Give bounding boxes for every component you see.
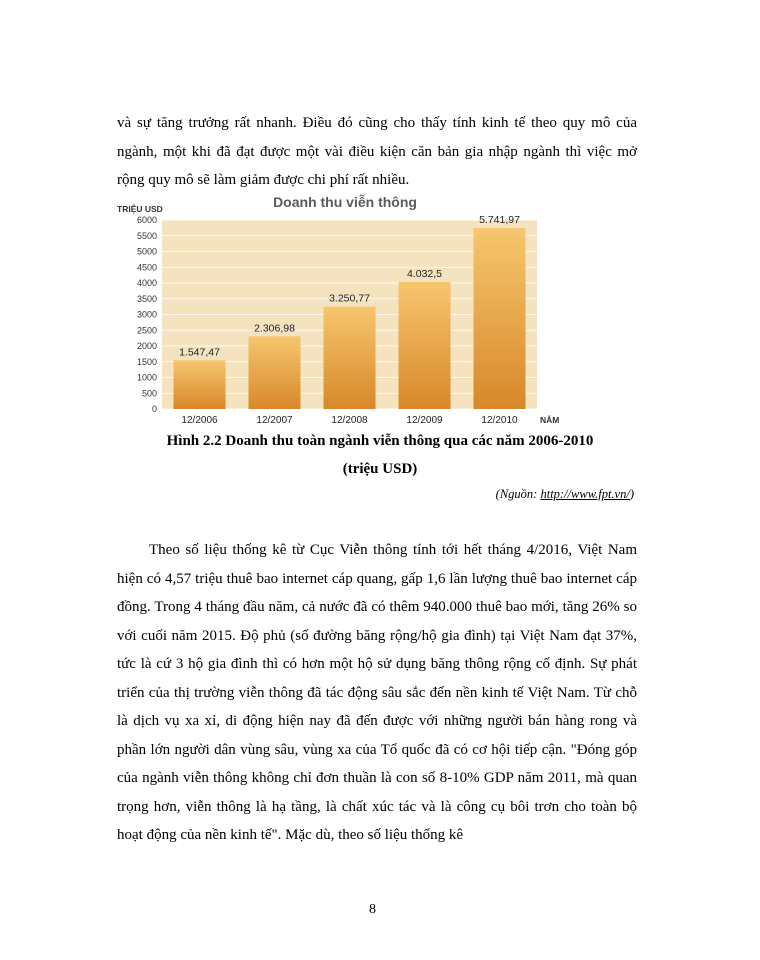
y-tick-label: 4500: [136, 262, 157, 273]
bar-12-2006: [174, 360, 226, 409]
bar-value-label: 4.032,5: [406, 267, 443, 280]
bar-12-2008: [324, 307, 376, 409]
y-tick-label: 3500: [136, 293, 157, 304]
x-axis-label: NĂM: [540, 415, 560, 425]
y-tick-label: 3000: [136, 309, 157, 320]
bar-value-label: 3.250,77: [329, 292, 370, 305]
y-tick-label: 0: [151, 404, 157, 414]
y-axis-label: TRIỆU USD: [117, 204, 163, 214]
intro-paragraph: và sự tăng trưởng rất nhanh. Điều đó cũng cho thấy tính kinh tế theo quy mô của ngành, một khi đã đạt được một vài điều kiện căn bản gia nhập ngành thì việc mở rộng quy mô sẽ làm giảm được chi phí rất nhiều.: [117, 115, 637, 188]
x-tick-label: 12/2010: [481, 415, 518, 426]
revenue-bar-chart: [117, 193, 560, 426]
y-tick-label: 1500: [136, 356, 157, 367]
y-tick-label: 4000: [136, 278, 157, 288]
bar-12-2007: [249, 336, 301, 409]
bar-12-2009: [399, 282, 451, 409]
body-paragraph: Theo số liệu thống kê từ Cục Viễn thông tính tới hết tháng 4/2016, Việt Nam hiện có 4,57 triệu thuê bao internet cáp quang, gấp 1,6 lần lượng thuê bao internet cáp đồng. Trong 4 tháng đầu năm, cả nước đã có thêm 940.000 thuê bao mới, tăng 26% so với cuối năm 2015. Độ phủ (số đường băng rộng/hộ gia đình) tại Việt Nam đạt 37%, tức là cứ 3 hộ gia đình thì có hơn một hộ sử dụng băng thông rộng cố định. Sự phát triển của thị trường viễn thông đã tác động sâu sắc đến nền kinh tế Việt Nam. Từ chỗ là dịch vụ xa xỉ, di động hiện nay đã đến được với những người bán hàng rong và phần lớn người dân vùng sâu, vùng xa của Tổ quốc đã có cơ hội tiếp cận. "Đóng góp của ngành viễn thông không chỉ đơn thuần là con số 8-10% GDP năm 2011, mà quan trọng hơn, viễn thông là hạ tầng, là chất xúc tác và là công cụ bôi trơn cho toàn bộ hoạt động của nền kinh tế". Mặc dù, theo số liệu thống kê: [117, 542, 637, 843]
y-tick-label: 2000: [136, 341, 157, 351]
source-link[interactable]: http://www.fpt.vn/: [540, 487, 630, 501]
chart-title: Doanh thu viễn thông: [273, 194, 417, 210]
x-tick-label: 12/2007: [256, 415, 293, 426]
bar-value-label: 1.547,47: [179, 346, 220, 359]
x-tick-label: 12/2008: [331, 415, 368, 426]
y-tick-label: 5500: [136, 230, 157, 241]
x-tick-label: 12/2009: [406, 415, 443, 426]
y-tick-label: 6000: [136, 215, 157, 225]
bar-value-label: 5.741,97: [479, 214, 520, 227]
figure-caption-line2: (triệu USD): [342, 461, 418, 477]
bar-12-2010: [474, 228, 526, 409]
y-tick-label: 500: [141, 388, 157, 399]
figure-source: (Nguồn: http://www.fpt.vn/): [495, 487, 634, 501]
y-tick-label: 5000: [136, 246, 157, 257]
y-tick-label: 1000: [136, 372, 157, 383]
bar-value-label: 2.306,98: [254, 322, 295, 335]
figure-caption-line1: Hình 2.2 Doanh thu toàn ngành viễn thông qua các năm 2006-2010: [166, 433, 594, 449]
page-number: 8: [369, 902, 376, 917]
x-tick-label: 12/2006: [181, 415, 218, 426]
y-tick-label: 2500: [136, 325, 157, 336]
